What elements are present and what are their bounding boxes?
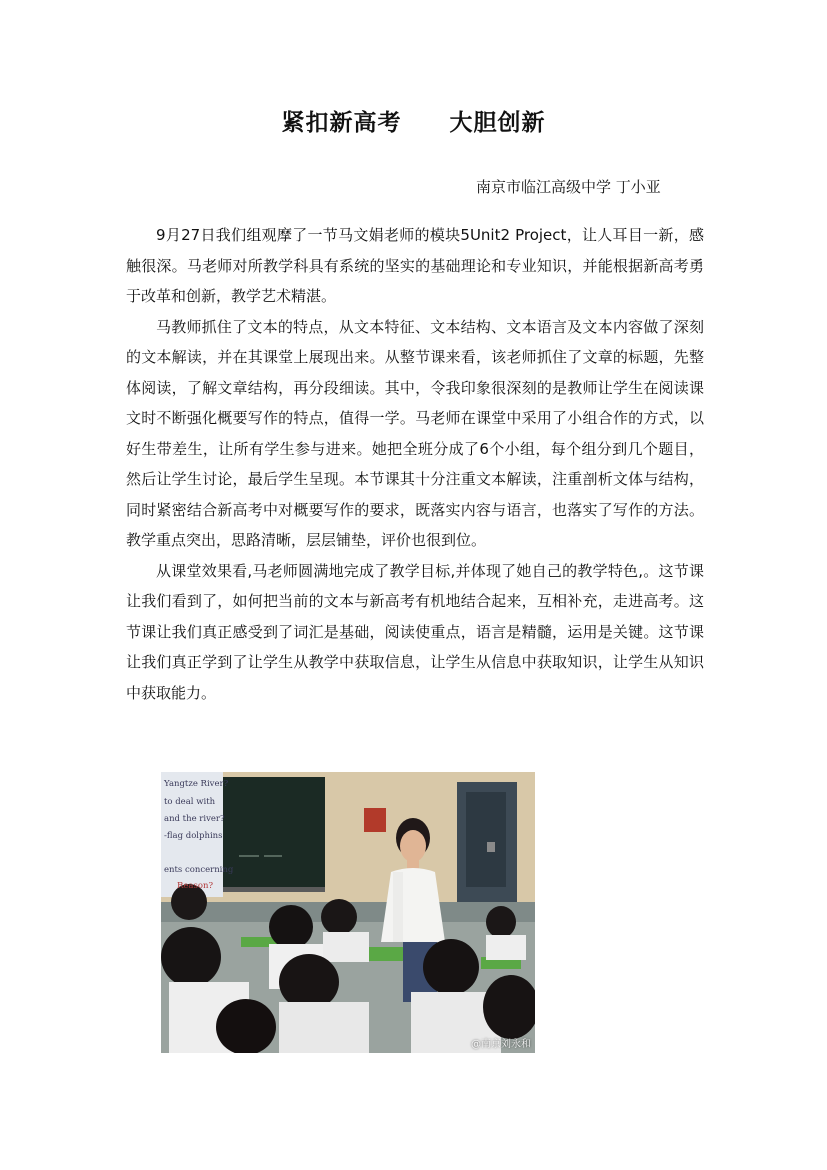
article-body xyxy=(126,220,704,708)
screen-line: to deal with xyxy=(164,797,216,807)
screen-line: and the river? xyxy=(164,814,225,824)
classroom-photo xyxy=(161,772,535,1053)
paragraph: 马教师抓住了文本的特点，从文本特征、文本结构、文本语言及文本内容做了深刻的文本解读，并在其课堂上展现出来。从整节课来看，该老师抓住了文章的标题，先整体阅读，了解文章结构，再分段细读。其中，令我印象很深刻的是教师让学生在阅读课文时不断强化概要写作的特点，值得一学。马老师在课堂中采用了小组合作的方式，以好生带差生，让所有学生参与进来。她把全班分成了6个小组，每个组分到几个题目，然后让学生讨论，最后学生呈现。本节课其十分注重文本解读，注重剖析文体与结构，同时紧密结合新高考中对概要写作的要求，既落实内容与语言，也落实了写作的方法。教学重点突出，思路清晰，层层铺垫，评价也很到位。 xyxy=(126,317,704,549)
blackboard xyxy=(223,777,325,887)
paragraph: 9月27日我们组观摩了一节马文娟老师的模块5Unit2 Project，让人耳目一新，感触很深。马老师对所教学科具有系统的坚实的基础理论和专业知识，并能根据新高考勇于改革和创新，教学艺术精湛。 xyxy=(126,226,704,305)
screen-line: -flag dolphins xyxy=(164,831,223,841)
author-line: 南京市临江高级中学 丁小亚 xyxy=(476,178,661,196)
article-title: 紧扣新高考 大胆创新 xyxy=(281,110,546,136)
paragraph: 从课堂效果看,马老师圆满地完成了教学目标,并体现了她自己的教学特色,。这节课让我们看到了，如何把当前的文本与新高考有机地结合起来，互相补充，走进高考。这节课让我们真正感受到了词汇是基础，阅读使重点，语言是精髓，运用是关键。这节课让我们真正学到了让学生从教学中获取信息，让学生从信息中获取知识，让学生从知识中获取能力。 xyxy=(126,561,704,702)
photo-watermark: @南京刘永和 xyxy=(471,1039,531,1050)
screen-line: Reason? xyxy=(177,881,214,891)
screen-line: ents concerning xyxy=(164,865,234,875)
screen-line: Yangtze River? xyxy=(164,779,229,789)
